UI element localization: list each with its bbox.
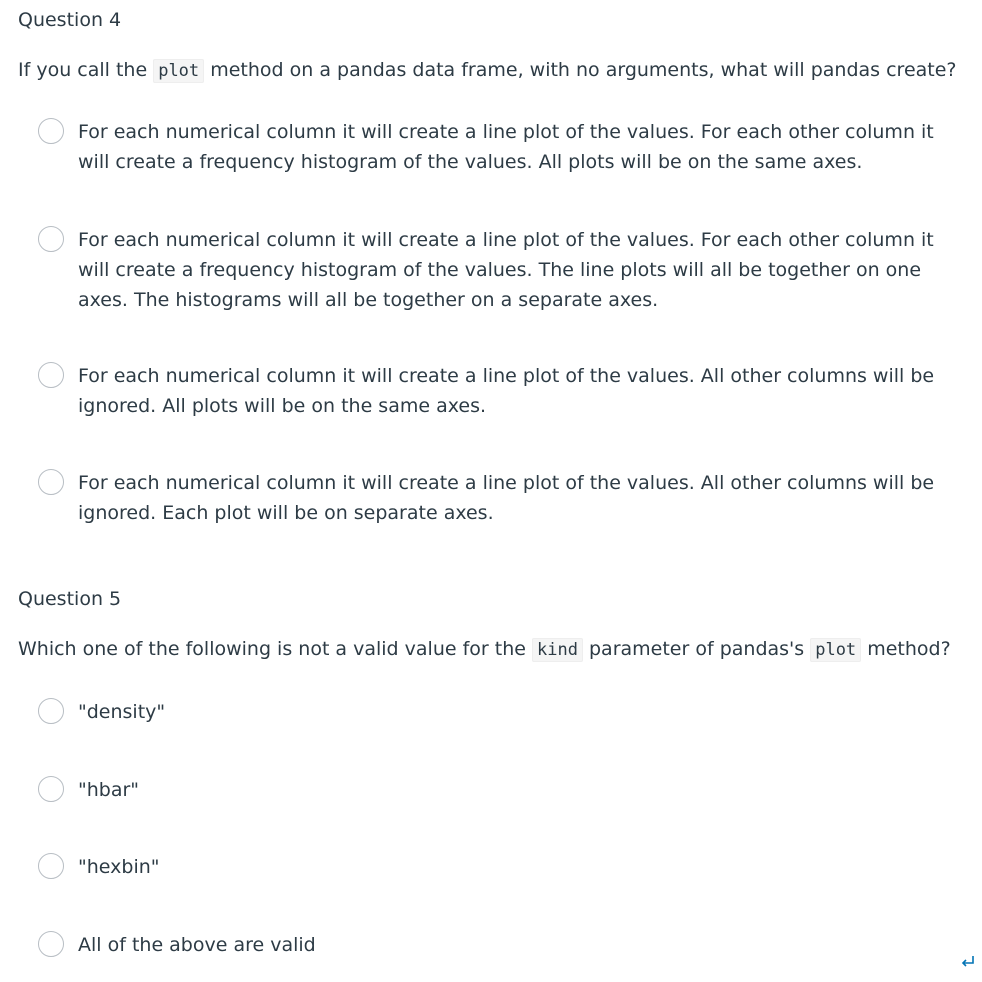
question-4-text-before: If you call the [18, 59, 148, 81]
question-4-title: Question 4 [18, 9, 122, 31]
question-5-title: Question 5 [18, 588, 122, 610]
radio-button[interactable] [38, 698, 64, 724]
option-label: "hbar" [78, 779, 140, 801]
radio-button[interactable] [38, 469, 64, 495]
question-4-code-plot: plot [153, 59, 204, 83]
option-label: "hexbin" [78, 856, 160, 878]
question-5-option-3[interactable] [38, 852, 938, 882]
option-label: For each numerical column it will create a line plot of the values. All other columns will be ignored. All plots will be on the same axes. [78, 365, 935, 417]
question-5-option-1[interactable] [38, 697, 938, 727]
option-label: For each numerical column it will create a line plot of the values. For each other column it will create a frequency histogram of the values. The line plots will all be together on one axes. The histograms will all be together on a separate axes. [78, 229, 934, 311]
radio-button[interactable] [38, 776, 64, 802]
question-4-option-4[interactable] [38, 468, 938, 528]
radio-button[interactable] [38, 118, 64, 144]
question-5-text [18, 637, 951, 662]
option-label: For each numerical column it will create a line plot of the values. All other columns will be ignored. Each plot will be on separate axes. [78, 472, 935, 524]
question-5-option-2[interactable] [38, 775, 938, 805]
question-4-option-1[interactable] [38, 117, 938, 177]
option-label: "density" [78, 701, 166, 723]
radio-button[interactable] [38, 853, 64, 879]
radio-button[interactable] [38, 362, 64, 388]
question-5-text-before: Which one of the following is not a valid value for the [18, 638, 526, 660]
question-5-code-plot: plot [810, 638, 861, 662]
question-5-text-after: method? [867, 638, 951, 660]
option-label: All of the above are valid [78, 934, 316, 956]
radio-button[interactable] [38, 226, 64, 252]
question-5-option-4[interactable] [38, 930, 938, 960]
question-5-code-kind: kind [532, 638, 583, 662]
question-5-text-middle: parameter of pandas's [589, 638, 805, 660]
return-arrow-icon[interactable] [958, 952, 978, 972]
question-4-text [18, 58, 957, 83]
question-4-option-3[interactable] [38, 361, 938, 421]
radio-button[interactable] [38, 931, 64, 957]
question-4-option-2[interactable] [38, 225, 938, 315]
question-4-text-after: method on a pandas data frame, with no arguments, what will pandas create? [210, 59, 957, 81]
option-label: For each numerical column it will create a line plot of the values. For each other column it will create a frequency histogram of the values. All plots will be on the same axes. [78, 121, 934, 173]
